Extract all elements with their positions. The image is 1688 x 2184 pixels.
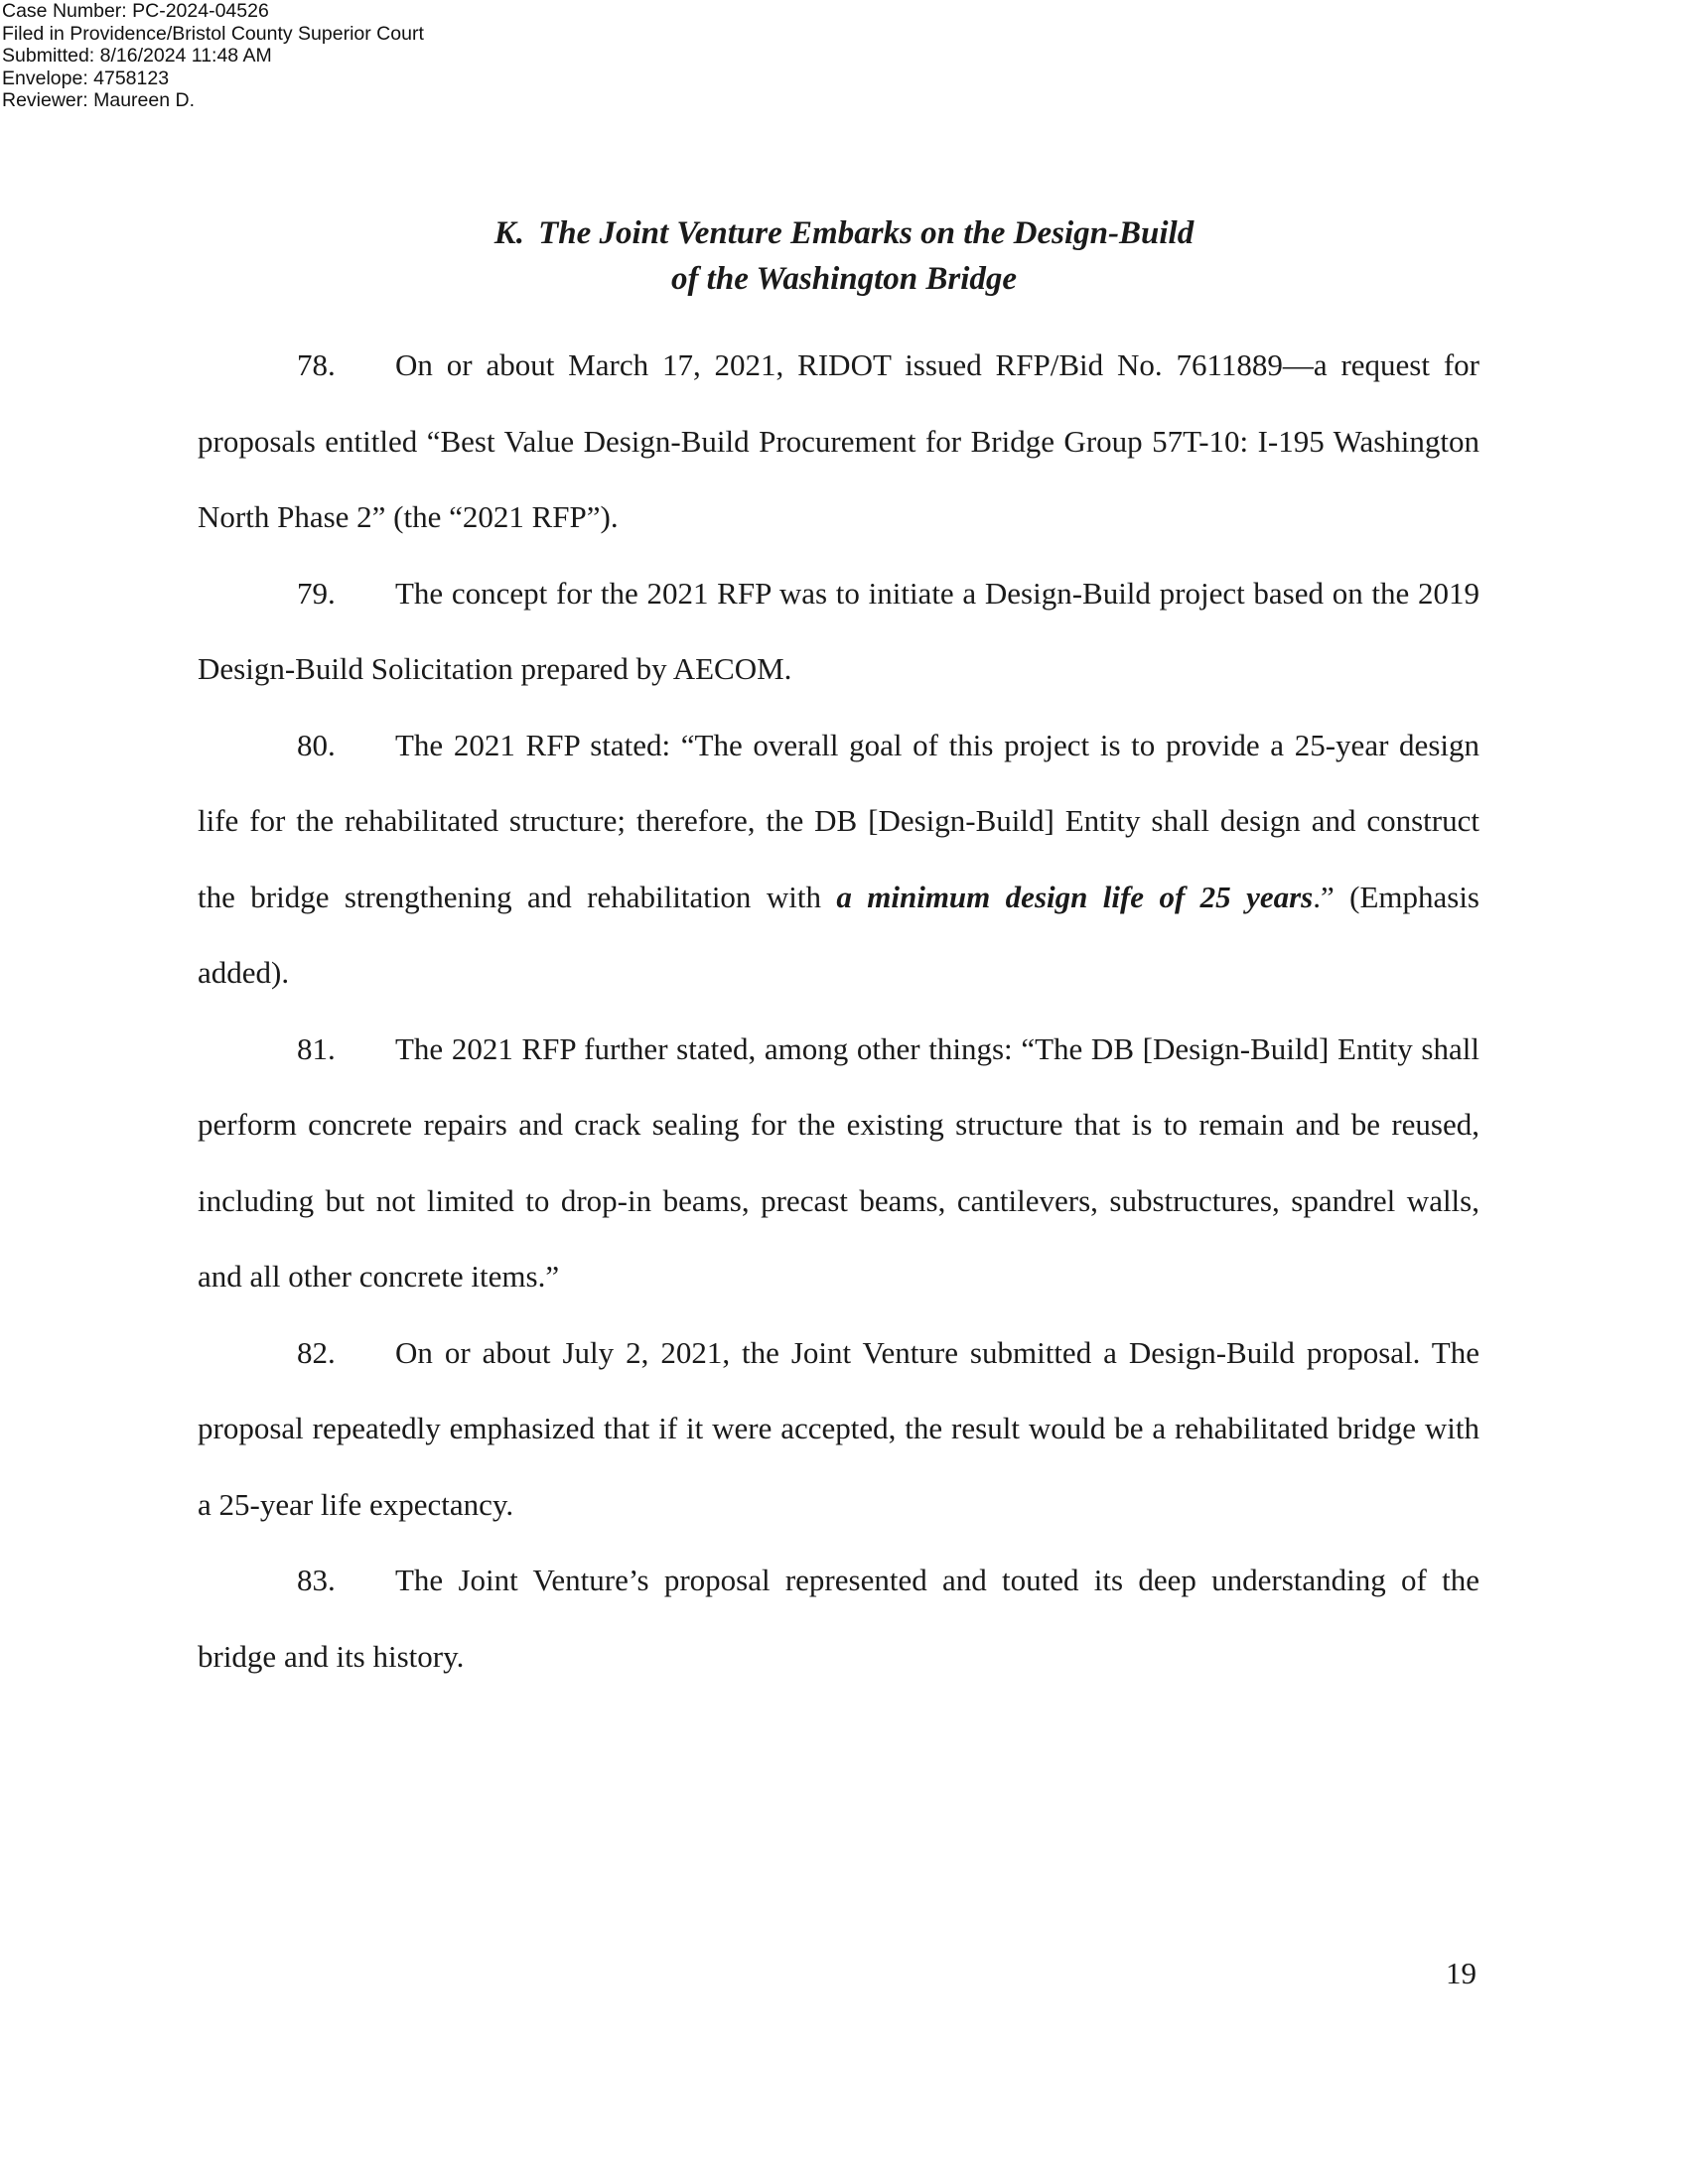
- section-heading-line-1: [0, 210, 1688, 256]
- paragraph-number: 82.: [297, 1334, 336, 1370]
- paragraph-text: On or about July 2, 2021, the Joint Venture submitted a Design-Build proposal. The proposal repeatedly emphasized that if it were accepted, the result would be a rehabilitated bridge with a 25-year life expectancy.: [198, 1334, 1479, 1522]
- paragraph-78: [198, 328, 1479, 556]
- section-letter: K.: [493, 215, 525, 251]
- reviewer: Reviewer: Maureen D.: [2, 89, 195, 111]
- paragraph-number: 81.: [297, 1030, 336, 1066]
- paragraph-text: The concept for the 2021 RFP was to initiate a Design-Build project based on the 2019 Design-Build Solicitation prepared by AECOM.: [198, 575, 1479, 686]
- section-heading: [0, 210, 1688, 302]
- paragraph-text: The 2021 RFP further stated, among other things: “The DB [Design-Build] Entity shall perform concrete repairs and crack sealing for the existing structure that is to remain and be reused, including but not limited to drop-in beams, precast beams, cantilevers, substructures, spandrel walls, and all other concrete items.”: [198, 1030, 1479, 1294]
- paragraph-number: 83.: [297, 1563, 336, 1597]
- paragraph-83: [198, 1543, 1479, 1695]
- paragraph-number: 78.: [297, 347, 336, 382]
- paragraph-79: [198, 556, 1479, 708]
- paragraph-number: 80.: [297, 727, 336, 762]
- submitted-timestamp: Submitted: 8/16/2024 11:48 AM: [2, 45, 272, 67]
- paragraph-text: The 2021 RFP stated: “The overall goal of this project is to provide a 25-year design life for the rehabilitated structure; therefore, the DB [Design-Build] Entity shall design and construct the bridge strengthening and rehabilitation with: [198, 727, 1479, 914]
- document-body: [198, 328, 1479, 1695]
- emphasized-text: a minimum design life of 25 years: [836, 879, 1314, 914]
- filed-in-court: Filed in Providence/Bristol County Superior Court: [2, 22, 424, 45]
- paragraph-82: [198, 1315, 1479, 1544]
- page-number: 19: [1446, 1956, 1477, 1990]
- paragraph-text-after: .” (Emphasis added).: [198, 879, 1479, 990]
- paragraph-81: [198, 1012, 1479, 1315]
- case-number: Case Number: PC-2024-04526: [2, 0, 269, 22]
- section-title-line-1: The Joint Venture Embarks on the Design-Build: [538, 215, 1195, 251]
- section-title-line-2: of the Washington Bridge: [670, 261, 1018, 297]
- paragraph-80: [198, 708, 1479, 1012]
- filing-stamp: [2, 0, 424, 112]
- paragraph-text: The Joint Venture’s proposal represented and touted its deep understanding of the bridge and its history.: [198, 1563, 1479, 1674]
- envelope-number: Envelope: 4758123: [2, 67, 170, 89]
- paragraph-number: 79.: [297, 575, 336, 611]
- paragraph-text: On or about March 17, 2021, RIDOT issued RFP/Bid No. 7611889—a request for proposals entitled “Best Value Design-Build Procurement for Bridge Group 57T-10: I-195 Washington North Phase 2” (the “2021 RFP”).: [198, 347, 1479, 534]
